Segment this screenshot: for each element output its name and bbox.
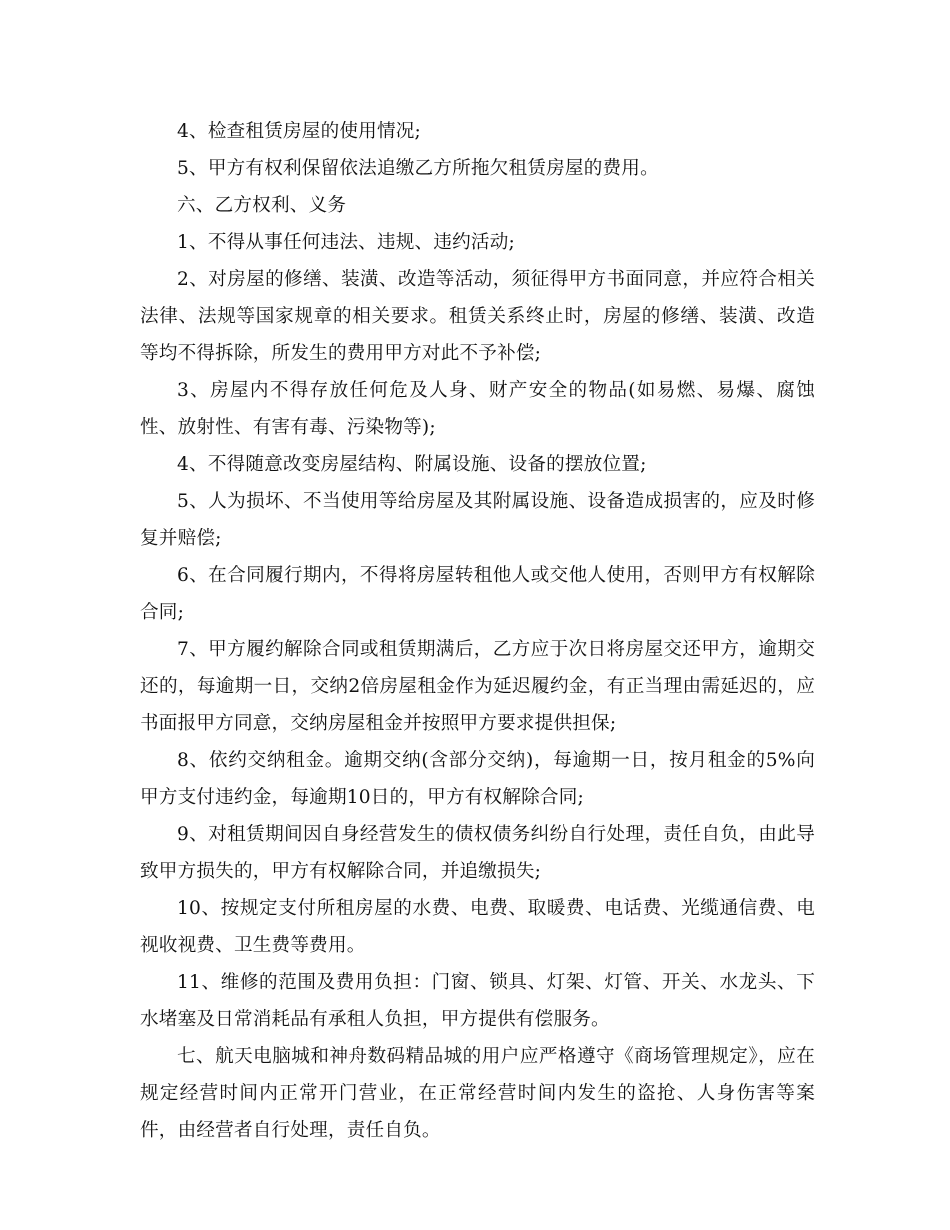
paragraph-clause-6-5: 5、人为损坏、不当使用等给房屋及其附属设施、设备造成损害的，应及时修复并赔偿; bbox=[140, 491, 815, 549]
paragraph-clause-6-10: 10、按规定支付所租房屋的水费、电费、取暖费、电话费、光缆通信费、电视收视费、卫生费等费用。 bbox=[140, 898, 815, 956]
paragraph-clause-6-2: 2、对房屋的修缮、装潢、改造等活动，须征得甲方书面同意，并应符合相关法律、法规等国家规章的相关要求。租赁关系终止时，房屋的修缮、装潢、改造等均不得拆除，所发生的费用甲方对此不予补偿; bbox=[140, 269, 815, 364]
paragraph-clause-6-4: 4、不得随意改变房屋结构、附属设施、设备的摆放位置; bbox=[177, 454, 647, 475]
paragraph-clause-6-7: 7、甲方履约解除合同或租赁期满后，乙方应于次日将房屋交还甲方，逾期交还的，每逾期一日，交纳2倍房屋租金作为延迟履约金，有正当理由需延迟的，应书面报甲方同意，交纳房屋租金并按照甲方要求提供担保; bbox=[140, 639, 815, 734]
document-body bbox=[140, 113, 815, 1149]
paragraph-clause-5-4: 4、检查租赁房屋的使用情况; bbox=[177, 121, 422, 142]
paragraph-clause-6-8: 8、依约交纳租金。逾期交纳(含部分交纳)，每逾期一日，按月租金的5%向甲方支付违约金，每逾期10日的，甲方有权解除合同; bbox=[140, 750, 815, 808]
paragraph-clause-6-1: 1、不得从事任何违法、违规、违约活动; bbox=[177, 232, 515, 253]
paragraph-clause-6-6: 6、在合同履行期内，不得将房屋转租他人或交他人使用，否则甲方有权解除合同; bbox=[140, 565, 815, 623]
section-heading-6: 六、乙方权利、义务 bbox=[177, 195, 347, 216]
paragraph-clause-6-3: 3、房屋内不得存放任何危及人身、财产安全的物品(如易燃、易爆、腐蚀性、放射性、有害有毒、污染物等); bbox=[140, 380, 815, 438]
paragraph-clause-6-11: 11、维修的范围及费用负担：门窗、锁具、灯架、灯管、开关、水龙头、下水堵塞及日常消耗品有承租人负担，甲方提供有偿服务。 bbox=[140, 972, 815, 1030]
section-paragraph-7: 七、航天电脑城和神舟数码精品城的用户应严格遵守《商场管理规定》，应在规定经营时间内正常开门营业，在正常经营时间内发生的盗抢、人身伤害等案件，由经营者自行处理，责任自负。 bbox=[140, 1046, 815, 1141]
paragraph-clause-5-5: 5、甲方有权利保留依法追缴乙方所拖欠租赁房屋的费用。 bbox=[177, 158, 659, 179]
paragraph-clause-6-9: 9、对租赁期间因自身经营发生的债权债务纠纷自行处理，责任自负，由此导致甲方损失的，甲方有权解除合同，并追缴损失; bbox=[140, 824, 815, 882]
